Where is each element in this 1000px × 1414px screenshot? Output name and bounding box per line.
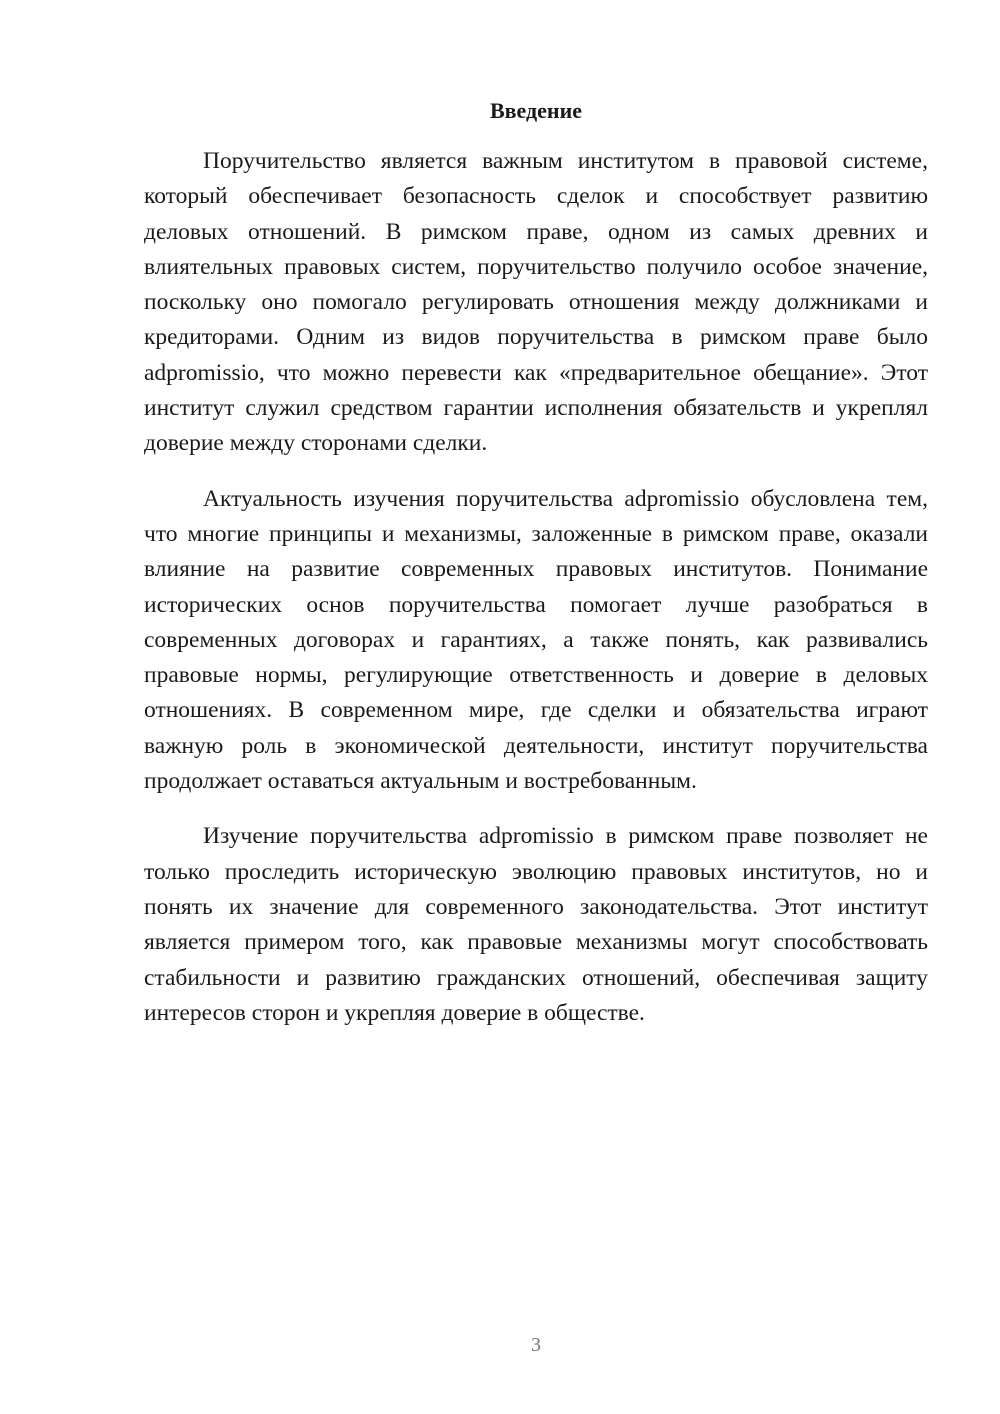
page-number: 3 xyxy=(531,1334,541,1356)
section-title: Введение xyxy=(489,98,583,123)
paragraph-1: Поручительство является важным институтом в правовой системе, который обеспечивает безопасность сделок и способствует развитию деловых отношений. В римском праве, одном из самых древних и влиятельных правовых систем, поручительство получило особое значение, поскольку оно помогало регулировать отношения между должниками и кредиторами. Одним из видов поручительства в римском праве было adpromissio, что можно перевести как «предварительное обещание». Этот институт служил средством гарантии исполнения обязательств и укреплял доверие между сторонами сделки. xyxy=(144,148,928,457)
paragraph-3: Изучение поручительства adpromissio в римском праве позволяет не только проследить историческую эволюцию правовых институтов, но и понять их значение для современного законодательства. Этот институт является примером того, как правовые механизмы могут способствовать стабильности и развитию гражданских отношений, обеспечивая защиту интересов сторон и укрепляя доверие в обществе. xyxy=(144,823,928,1026)
paragraph-2: Актуальность изучения поручительства adpromissio обусловлена тем, что многие принципы и механизмы, заложенные в римском праве, оказали влияние на развитие современных правовых институтов. Понимание исторических основ поручительства помогает лучше разобраться в современных договорах и гарантиях, а также понять, как развивались правовые нормы, регулирующие ответственность и доверие в деловых отношениях. В современном мире, где сделки и обязательства играют важную роль в экономической деятельности, институт поручительства продолжает оставаться актуальным и востребованным. xyxy=(144,485,928,795)
document-body xyxy=(144,144,928,1051)
